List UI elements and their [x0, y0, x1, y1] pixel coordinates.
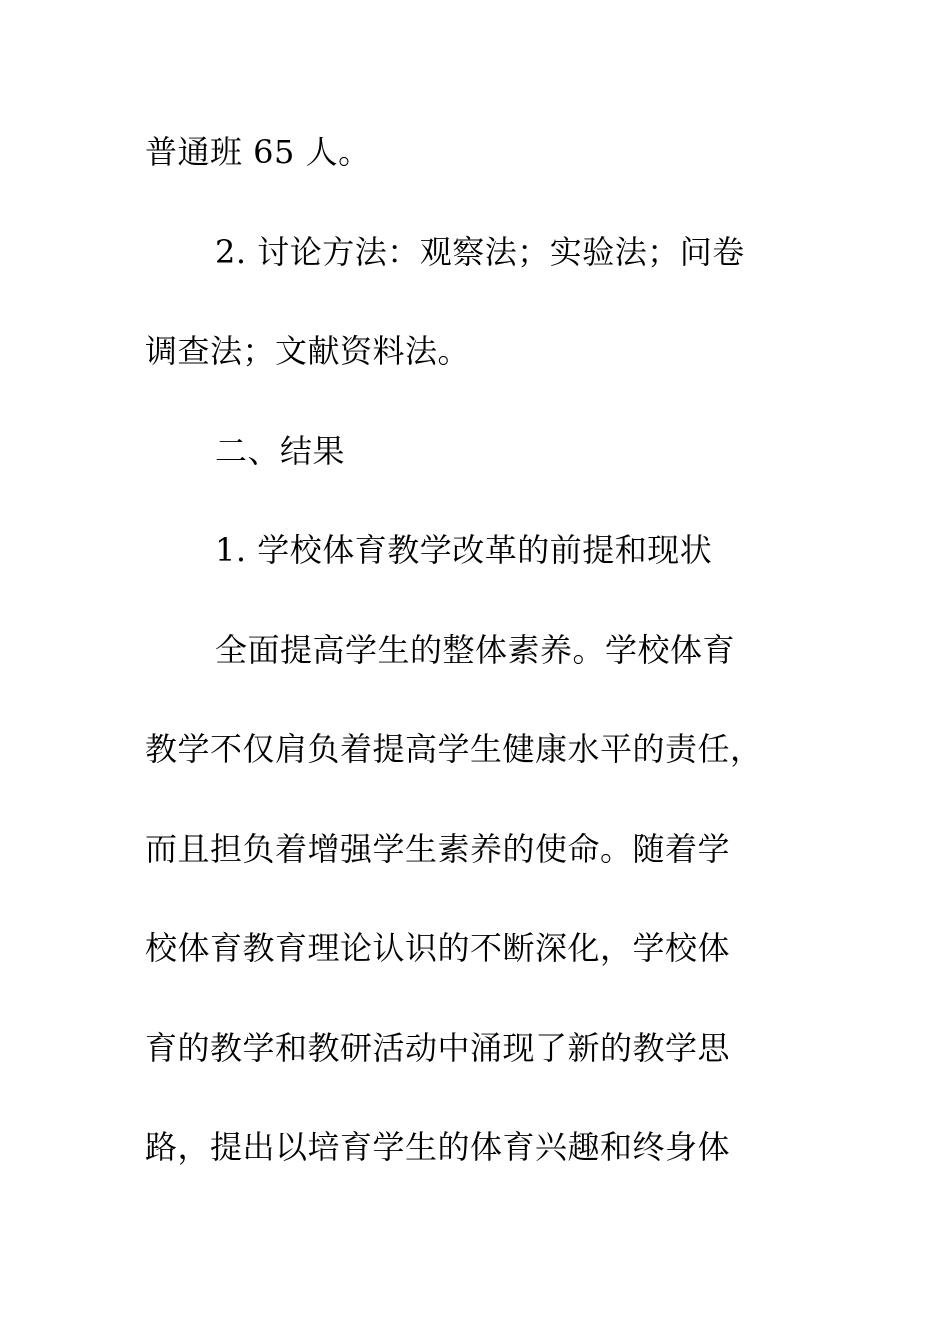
subsection-heading: 1. 学校体育教学改革的前提和现状 [215, 531, 713, 569]
text-line-10: 育的教学和教研活动中涌现了新的教学思 [145, 1029, 731, 1067]
text-line-7: 教学不仅肩负着提高学生健康水平的责任， [145, 730, 763, 768]
text-line-1: 普通班 65 人。 [145, 133, 371, 171]
text-line-6: 全面提高学生的整体素养。学校体育 [215, 631, 736, 669]
text-line-8: 而且担负着增强学生素养的使命。随着学 [145, 830, 731, 868]
text-line-9: 校体育教育理论认识的不断深化，学校体 [145, 929, 731, 967]
text-line-2: 2. 讨论方法：观察法；实验法；问卷 [215, 233, 745, 271]
text-line-11: 路，提出以培育学生的体育兴趣和终身体 [145, 1128, 731, 1166]
text-line-3: 调查法；文献资料法。 [145, 332, 471, 370]
section-heading: 二、结果 [215, 432, 346, 470]
